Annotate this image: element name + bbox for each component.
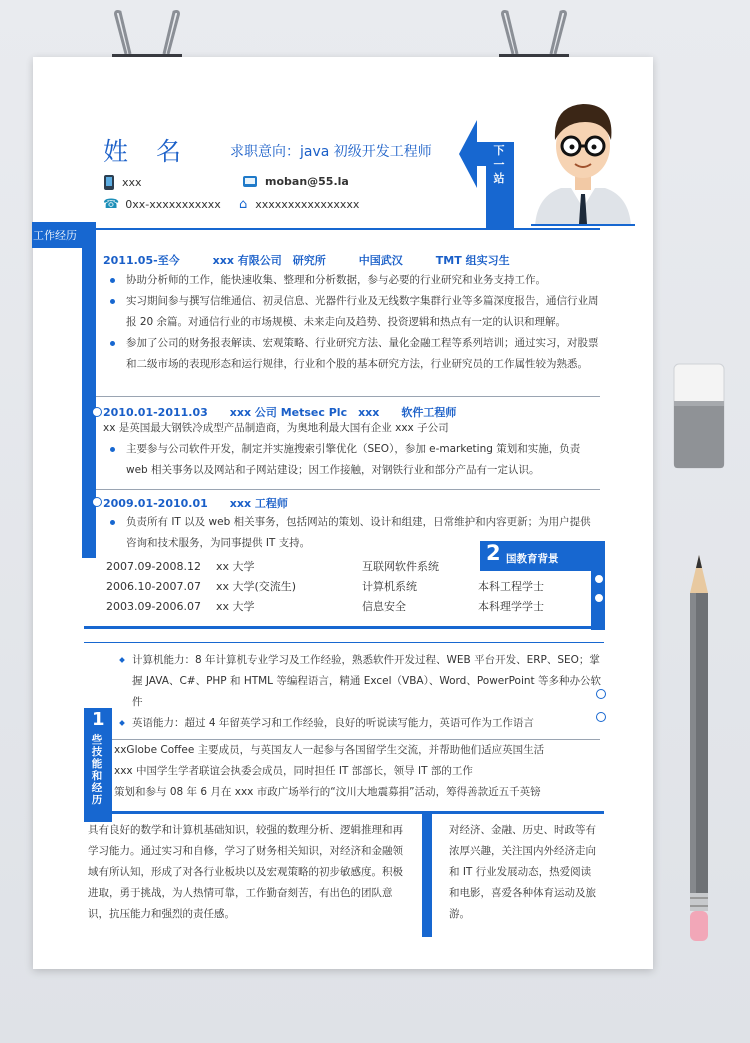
self-eval-right: 对经济、金融、历史、时政等有浓厚兴趣，关注国内外经济走向和 IT 行业发展动态，热爱阅读和电影，喜爱各种体育运动及旅游。 — [449, 824, 596, 920]
contact-mobile — [104, 175, 142, 190]
list-item: 参加了公司的财务报表解读、宏观策略、行业研究方法、量化金融工程等系列培训；通过实习，对股票和二级市场的表现形态和运行规律，行业和个股的基本研究方法，行业研究员的工作属性较为熟悉。 — [104, 333, 600, 375]
job-2-header: 2010.01-2011.03 xxx 公司 Metsec Plc xxx 软件工程师 — [103, 406, 457, 419]
self-eval-left: 具有良好的数学和计算机基础知识，较强的数理分析、逻辑推理和再学习能力。通过实习和自修，学习了财务相关知识，对经济和金融领域有所认知，形成了对各行业板块以及宏观策略的初步敏感度。积极进取，勇于挑战，为人热情可靠，工作勤奋刻苦，有出色的团队意识，抗压能力和强烈的责任感。 — [88, 824, 403, 920]
avatar — [531, 96, 635, 226]
timeline-dot — [92, 497, 102, 507]
list-item: 策划和参与 08 年 6 月在 xxx 市政广场举行的“汶川大地震募捐”活动，筹得善款近五千英镑 — [114, 786, 541, 798]
skills-number: 1 — [92, 709, 105, 730]
list-item: 负责所有 IT 以及 web 相关事务，包括网站的策划、设计和组建，日常维护和内容更新；为用户提供咨询和技术服务，为同事提供 IT 支持。 — [104, 512, 600, 554]
contact-email[interactable] — [243, 175, 349, 188]
edu-degree: 本科理学学士 — [478, 600, 544, 613]
contact-telephone-text: 0xx-xxxxxxxxxxx — [125, 198, 221, 211]
email-icon — [243, 176, 257, 187]
edu-major: 计算机系统 — [362, 580, 417, 593]
self-eval-divider — [422, 811, 432, 937]
timeline-bar — [82, 222, 96, 558]
job-2-intro: xx 是英国最大钢铁冷成型产品制造商，为奥地利最大国有企业 xxx 子公司 — [103, 422, 449, 434]
contact-home — [239, 197, 359, 212]
edu-degree — [478, 557, 586, 577]
job-1-header: 2011.05-至今 xxx 有限公司 研究所 中国武汉 TMT 组实习生 — [103, 254, 510, 267]
pencil — [686, 555, 712, 947]
list-item: 主要参与公司软件开发，制定并实施搜索引擎优化（SEO），参加 e-marketing 策划和实施，负责 web 相关事务以及网站和子网站建设；因工作接触，对钢铁行业和部分产品有一定认识。 — [104, 439, 600, 481]
education-divider-thin — [84, 642, 604, 643]
contact-home-text: xxxxxxxxxxxxxxxx — [255, 198, 360, 211]
edu-period: 2007.09-2008.12 — [106, 560, 201, 573]
timeline-dot — [594, 574, 604, 584]
table-row — [106, 597, 586, 617]
skills-list — [120, 650, 604, 734]
name-title: 姓 名 — [103, 137, 191, 166]
job-2-bullets — [104, 439, 600, 481]
education-section-bar — [591, 541, 605, 630]
job-1-divider — [96, 396, 600, 397]
edu-major: 互联网软件系统 — [362, 560, 439, 573]
telephone-icon: ☎ — [103, 197, 120, 212]
eraser — [673, 363, 725, 469]
work-section-title: 工作经历 — [33, 229, 77, 242]
edu-degree: 本科工程学士 — [478, 580, 544, 593]
edu-major: 信息安全 — [362, 600, 406, 613]
timeline-dot — [594, 593, 604, 603]
edu-period: 2003.09-2006.07 — [106, 600, 201, 613]
education-table — [106, 557, 586, 617]
header-divider — [96, 228, 600, 230]
job-objective: 求职意向：java 初级开发工程师 — [230, 144, 432, 160]
list-item: xxGlobe Coffee 主要成员，与英国友人一起参与各国留学生交流，并帮助他们适应英国生活 — [114, 744, 545, 756]
contact-mobile-text: xxx — [122, 176, 142, 189]
table-row — [106, 557, 586, 577]
timeline-dot — [92, 407, 102, 417]
contact-telephone — [103, 197, 221, 212]
next-stop-label: 下一站 — [493, 144, 505, 185]
list-item: 协助分析师的工作，能快速收集、整理和分析数据，参与必要的行业研究和业务支持工作。 — [104, 270, 600, 291]
job-1-bullets — [104, 270, 600, 375]
activities-list — [114, 740, 604, 803]
list-item: 计算机能力：8 年计算机专业学习及工作经验，熟悉软件开发过程、WEB 平台开发、ERP、SEO；掌握 JAVA、C#、PHP 和 HTML 等编程语言，精通 Excel（VBA）、Word、PowerPoint 等多种办公软件 — [120, 650, 604, 713]
contact-email-text[interactable]: moban@55.la — [265, 175, 349, 188]
edu-school: xx 大学 — [216, 560, 255, 573]
timeline-dot — [596, 712, 606, 722]
education-title: 国教育背景 — [506, 553, 559, 565]
job-2-divider — [96, 489, 600, 490]
list-item: xxx 中国学生学者联谊会执委会成员，同时担任 IT 部部长，领导 IT 部的工作 — [114, 765, 473, 777]
mobile-phone-icon — [104, 175, 114, 190]
next-stop-arrow — [459, 120, 525, 230]
edu-school: xx 大学 — [216, 600, 255, 613]
table-row — [106, 577, 586, 597]
edu-school: xx 大学(交流生) — [216, 580, 297, 593]
skills-title: 些技能和经历 — [91, 734, 103, 806]
timeline-dot — [596, 689, 606, 699]
education-number: 2 — [486, 541, 501, 565]
list-item: 实习期间参与撰写信维通信、初灵信息、光器件行业及无线数字集群行业等多篇深度报告，通信行业周报 20 余篇。对通信行业的市场规模、未来走向及趋势、投资逻辑和热点有一定的认识和理解。 — [104, 291, 600, 333]
education-divider — [84, 626, 604, 629]
home-icon: ⌂ — [239, 197, 248, 212]
edu-period: 2006.10-2007.07 — [106, 580, 201, 593]
job-3-header: 2009.01-2010.01 xxx 工程师 — [103, 497, 288, 510]
list-item: 英语能力：超过 4 年留英学习和工作经验，良好的听说读写能力，英语可作为工作语言 — [120, 713, 604, 734]
self-eval-line — [84, 811, 604, 814]
